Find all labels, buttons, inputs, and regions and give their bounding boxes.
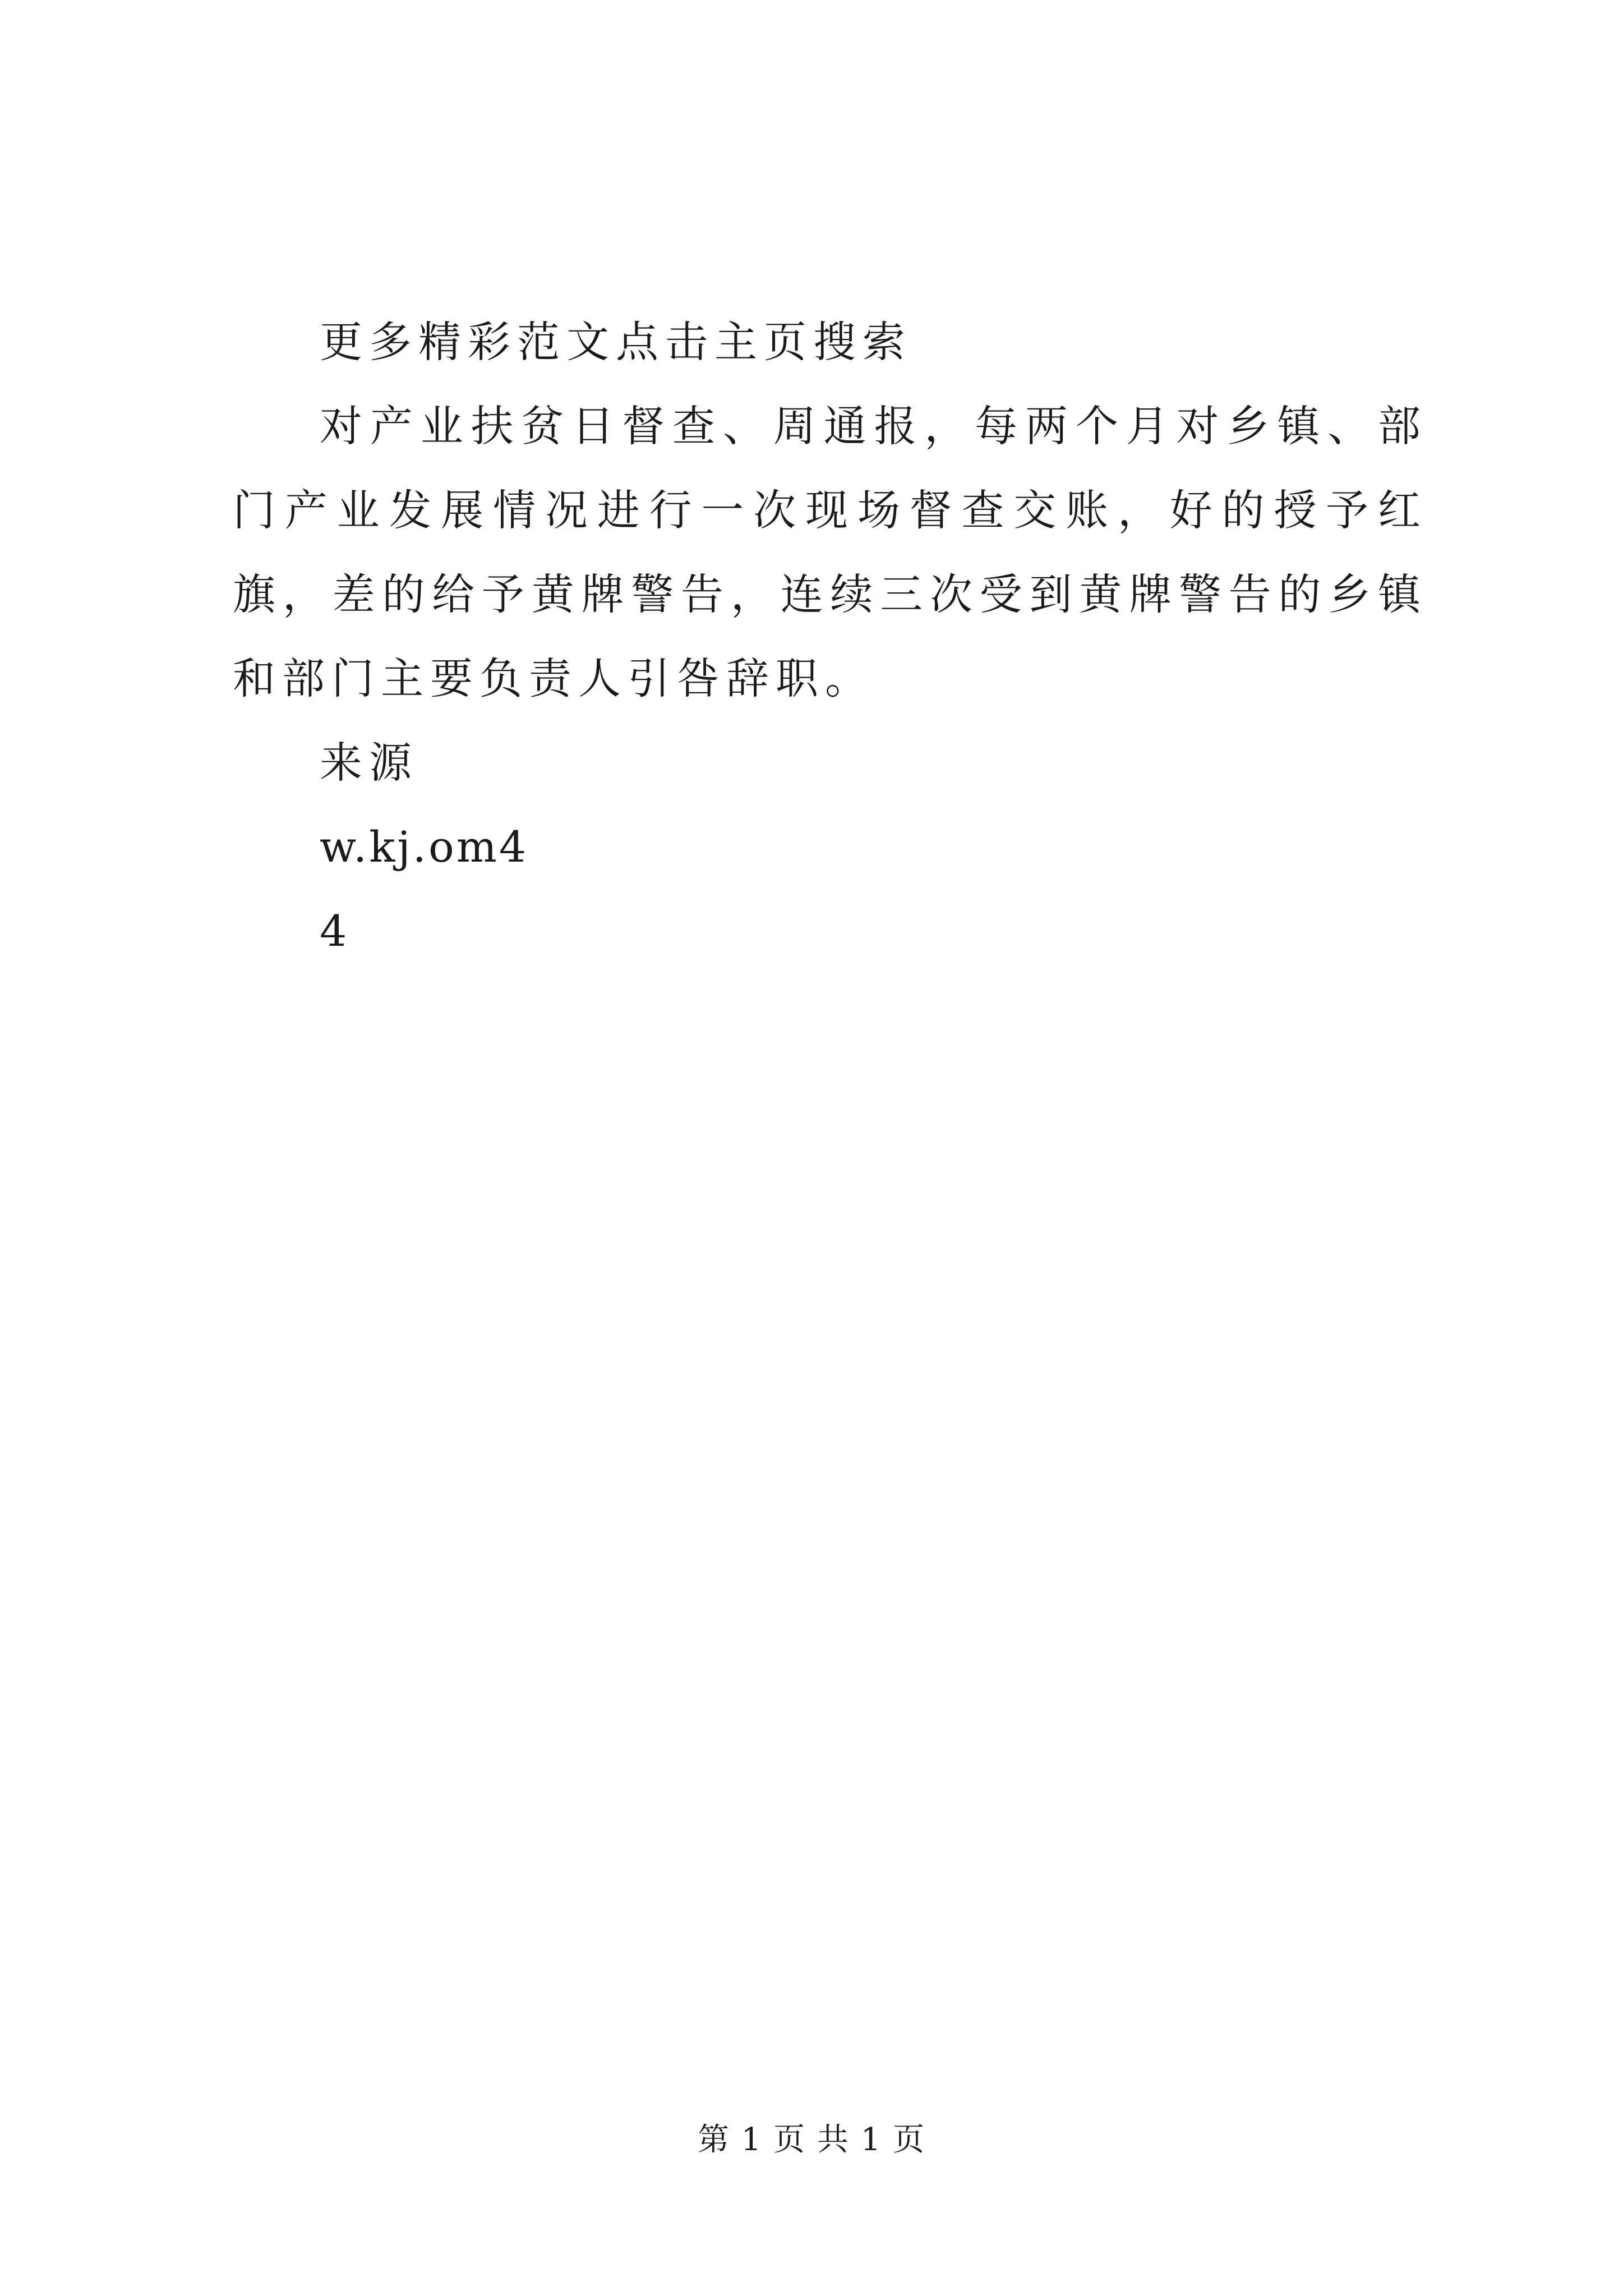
promo-line: 更多精彩范文点击主页搜索 [320,317,912,367]
source-url: w.kj.om4 [320,822,529,872]
trailing-number: 4 [320,906,349,956]
body-paragraph: 对产业扶贫日督查、周通报，每两个月对乡镇、部门产业发展情况进行一次现场督查交账，好的授予红旗，差的给予黄牌警告，连续三次受到黄牌警告的乡镇和部门主要负责人引咎辞职。 [233,401,1427,703]
document-body [233,300,1427,973]
page-number-footer: 第 1 页 共 1 页 [697,2122,926,2158]
source-label: 来源 [320,738,418,788]
